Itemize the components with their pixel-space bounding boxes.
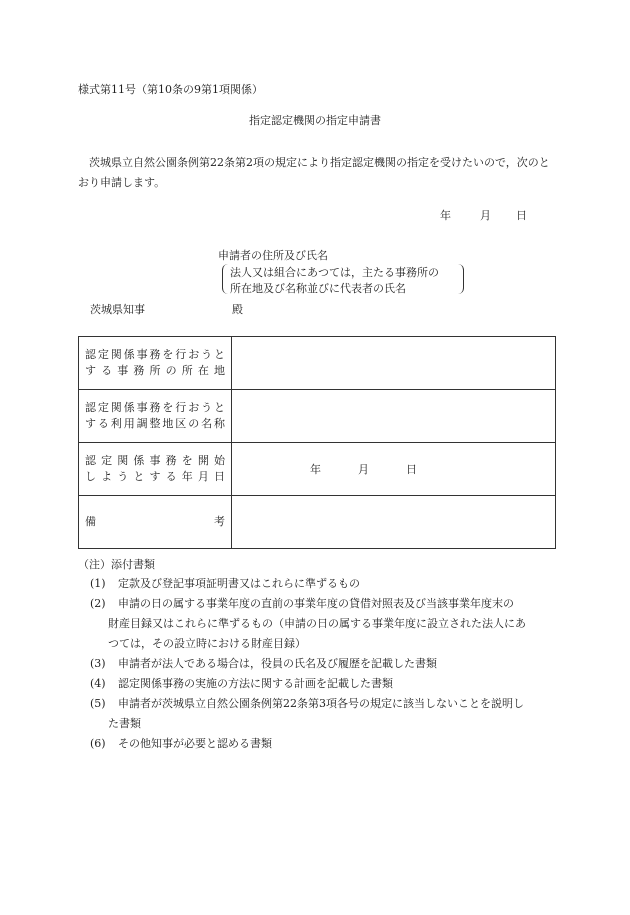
note-item: [90, 674, 570, 694]
district-name-field[interactable]: [232, 390, 556, 443]
label-line: 認定関係事務を行おうと: [85, 401, 225, 414]
note-text: 定款及び登記事項証明書又はこれらに準ずるもの: [118, 577, 360, 590]
start-day: 日: [406, 463, 417, 476]
intro-paragraph: 茨城県立自然公園条例第22条第2項の規定により指定認定機関の指定を受けたいので，次のとおり申請します。: [78, 156, 550, 189]
note-text: 申請者が茨城県立自然公園条例第22条第3項各号の規定に該当しないことを説明し: [118, 697, 524, 710]
note-item: [90, 654, 570, 674]
label-line: する事務所の所在地: [85, 364, 225, 377]
label-line: 認定関係事務を開始: [85, 454, 225, 467]
start-date-field[interactable]: [232, 443, 556, 496]
district-name-label: [79, 390, 232, 443]
start-date-label: [79, 443, 232, 496]
note-text-continued: 財産目録又はこれらに準ずるもの（申請の日の属する事業年度に設立された法人にあ: [108, 617, 526, 630]
office-location-label: [79, 337, 232, 390]
note-item: [90, 734, 570, 754]
note-item: [90, 594, 570, 654]
note-number: (1): [90, 577, 106, 590]
table-row: [79, 496, 556, 549]
applicant-note-line1: 法人又は組合にあつては，主たる事務所の: [230, 266, 439, 279]
note-number: (5): [90, 697, 106, 710]
note-text-continued: つては，その設立時における財産目録）: [108, 637, 306, 650]
table-row: [79, 337, 556, 390]
remarks-label-part: 考: [214, 515, 225, 528]
table-row: [79, 443, 556, 496]
label-line: する利用調整地区の名称: [85, 417, 225, 430]
remarks-label-part: 備: [85, 515, 96, 528]
note-number: (3): [90, 657, 106, 670]
date-month: 月: [480, 209, 491, 222]
note-number: (2): [90, 597, 106, 610]
note-number: (6): [90, 737, 106, 750]
application-table: [78, 336, 556, 549]
note-text: 認定関係事務の実施の方法に関する計画を記載した書類: [118, 677, 393, 690]
applicant-note-line2: 所在地及び名称並びに代表者の氏名: [230, 282, 406, 295]
date-day: 日: [516, 209, 527, 222]
start-year: 年: [310, 463, 321, 476]
note-text: 申請の日の属する事業年度の直前の事業年度の貸借対照表及び当該事業年度末の: [118, 597, 514, 610]
note-text: その他知事が必要と認める書類: [118, 737, 272, 750]
start-month: 月: [358, 463, 369, 476]
notes-title: （注）添付書類: [78, 558, 155, 571]
label-line: しようとする年月日: [85, 470, 225, 483]
note-text-continued: た書類: [108, 717, 141, 730]
applicant-label: 申請者の住所及び氏名: [218, 249, 328, 262]
application-date: [440, 209, 527, 223]
remarks-field[interactable]: [232, 496, 556, 549]
date-year: 年: [440, 209, 451, 222]
note-item: [90, 574, 570, 594]
document-title: 指定認定機関の指定申請書: [249, 114, 381, 127]
form-number: 様式第11号（第10条の9第1項関係）: [78, 83, 263, 96]
note-item: [90, 694, 570, 734]
remarks-label: [79, 496, 232, 549]
addressee-honorific: 殿: [232, 303, 243, 316]
office-location-field[interactable]: [232, 337, 556, 390]
table-row: [79, 390, 556, 443]
note-number: (4): [90, 677, 106, 690]
label-line: 認定関係事務を行おうと: [85, 348, 225, 361]
note-text: 申請者が法人である場合は，役員の氏名及び履歴を記載した書類: [118, 657, 437, 670]
addressee-name: 茨城県知事: [90, 303, 145, 316]
